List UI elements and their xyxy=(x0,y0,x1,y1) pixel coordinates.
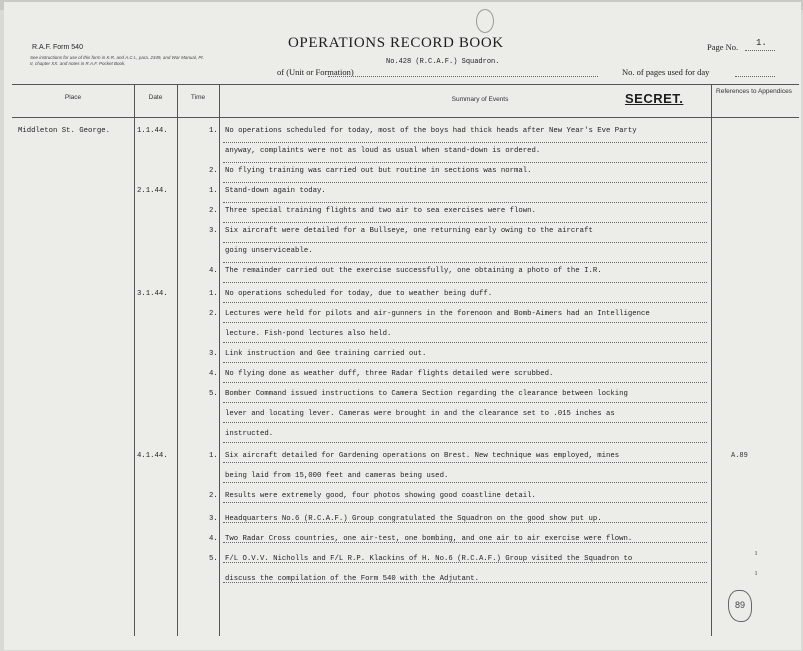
entry-number: 1. xyxy=(209,452,218,460)
ruled-line xyxy=(223,242,707,243)
ruled-line xyxy=(223,342,707,343)
punch-hole xyxy=(476,9,494,33)
place-value: Middleton St. George. xyxy=(18,127,110,135)
entry-number: 2. xyxy=(209,310,218,318)
entry-text: Two Radar Cross countries, one air-test, one bombing, and one air to air exercise were flown. xyxy=(225,535,633,543)
ruled-line xyxy=(223,442,707,443)
entry-number: 5. xyxy=(209,555,218,563)
page-dotted-line xyxy=(745,50,775,51)
entry-date: 3.1.44. xyxy=(137,290,168,298)
entry-text: Lectures were held for pilots and air-gunners in the forenoon and Bomb-Aimers had an Intelligence xyxy=(225,310,650,318)
column-header-references: References to Appendices xyxy=(716,88,792,95)
entry-text: Results were extremely good, four photos showing good coastline detail. xyxy=(225,492,536,500)
entry-number: 1. xyxy=(209,127,218,135)
ruled-line xyxy=(223,222,707,223)
unit-label: of (Unit or Formation) xyxy=(277,67,354,77)
entry-number: 1. xyxy=(209,290,218,298)
column-rule-place xyxy=(134,84,135,636)
appendix-reference: A.89 xyxy=(731,452,748,460)
column-header-place: Place xyxy=(64,94,82,101)
ruled-line xyxy=(223,462,707,463)
ruled-line xyxy=(223,182,707,183)
column-rule-date xyxy=(177,84,178,636)
entry-text: No operations scheduled for today, due to weather being duff. xyxy=(225,290,493,298)
archive-stamp: 89 xyxy=(728,590,752,622)
entry-number: 3. xyxy=(209,227,218,235)
ruled-line xyxy=(223,502,707,503)
entry-text: going unserviceable. xyxy=(225,247,313,255)
ruled-line xyxy=(223,282,707,283)
column-header-summary: Summary of Events xyxy=(451,96,509,103)
entry-text: lecture. Fish-pond lectures also held. xyxy=(225,330,392,338)
form-instructions: See instructions for use of this form in K.R. and A.C.I., para. 2349, and War Manual, Pt. II, chapter XX. and notes in R.A.F. Pocket Book. xyxy=(30,55,204,66)
ruled-line xyxy=(223,382,707,383)
entry-text: Headquarters No.6 (R.C.A.F.) Group congratulated the Squadron on the good show put up. xyxy=(225,515,602,523)
entry-text: The remainder carried out the exercise successfully, one obtaining a photo of the I.R. xyxy=(225,267,602,275)
entry-date: 4.1.44. xyxy=(137,452,168,460)
ruled-line xyxy=(223,262,707,263)
entry-text: being laid from 15,000 feet and cameras being used. xyxy=(225,472,449,480)
entry-number: 2. xyxy=(209,167,218,175)
entry-text: F/L O.V.V. Nicholls and F/L R.P. Klackins of H. No.6 (R.C.A.F.) Group visited the Squadron to xyxy=(225,555,633,563)
ruled-line xyxy=(223,402,707,403)
unit-name: No.428 (R.C.A.F.) Squadron. xyxy=(386,58,500,66)
entry-text: lever and locating lever. Cameras were brought in and the clearance set to .015 inches as xyxy=(225,410,615,418)
page-number-value: 1. xyxy=(756,38,767,48)
unit-dotted-line xyxy=(328,76,598,77)
entry-text: Six aircraft detailed for Gardening operations on Brest. New technique was employed, mines xyxy=(225,452,620,460)
entry-number: 2. xyxy=(209,207,218,215)
entry-number: 4. xyxy=(209,370,218,378)
page-number-label: Page No. xyxy=(707,42,739,52)
ruled-line xyxy=(223,482,707,483)
column-header-time: Time xyxy=(190,94,206,101)
entry-text: Three special training flights and two air to sea exercises were flown. xyxy=(225,207,536,215)
entry-text: discuss the compilation of the Form 540 with the Adjutant. xyxy=(225,575,479,583)
entry-text: No flying training was carried out but routine in sections was normal. xyxy=(225,167,532,175)
table-header-rule xyxy=(12,117,799,118)
ruled-line xyxy=(223,422,707,423)
ruled-line xyxy=(223,302,707,303)
pages-dotted-line xyxy=(735,76,775,77)
page-title: OPERATIONS RECORD BOOK xyxy=(288,35,504,51)
entry-number: 1. xyxy=(209,187,218,195)
ruled-line xyxy=(223,202,707,203)
column-rule-summary xyxy=(711,84,712,636)
entry-text: No operations scheduled for today, most of the boys had thick heads after New Year's Eve Party xyxy=(225,127,637,135)
entry-text: Stand-down again today. xyxy=(225,187,326,195)
entry-number: 3. xyxy=(209,515,218,523)
entry-number: 4. xyxy=(209,535,218,543)
ruled-line xyxy=(223,142,707,143)
entry-text: instructed. xyxy=(225,430,274,438)
entry-text: No flying done as weather duff, three Radar flights detailed were scrubbed. xyxy=(225,370,554,378)
entry-number: 3. xyxy=(209,350,218,358)
entry-number: 4. xyxy=(209,267,218,275)
entry-number: 2. xyxy=(209,492,218,500)
form-number: R.A.F. Form 540 xyxy=(32,44,83,51)
pages-used-label: No. of pages used for day xyxy=(622,67,710,77)
entry-date: 1.1.44. xyxy=(137,127,168,135)
column-header-date: Date xyxy=(148,94,163,101)
entry-text: Link instruction and Gee training carried out. xyxy=(225,350,427,358)
ruled-line xyxy=(223,162,707,163)
pencil-mark: ı xyxy=(755,548,758,557)
entry-text: Six aircraft were detailed for a Bullseye, one returning early owing to the aircraft xyxy=(225,227,593,235)
ruled-line xyxy=(223,362,707,363)
pencil-mark: ı xyxy=(755,568,758,577)
column-rule-time xyxy=(219,84,220,636)
entry-date: 2.1.44. xyxy=(137,187,168,195)
classification-stamp: SECRET. xyxy=(625,91,684,106)
ruled-line xyxy=(223,322,707,323)
entry-text: anyway, complaints were not as loud as usual when stand-down is ordered. xyxy=(225,147,541,155)
entry-number: 5. xyxy=(209,390,218,398)
entry-text: Bomber Command issued instructions to Camera Section regarding the clearance between locking xyxy=(225,390,628,398)
table-top-rule xyxy=(12,84,799,85)
